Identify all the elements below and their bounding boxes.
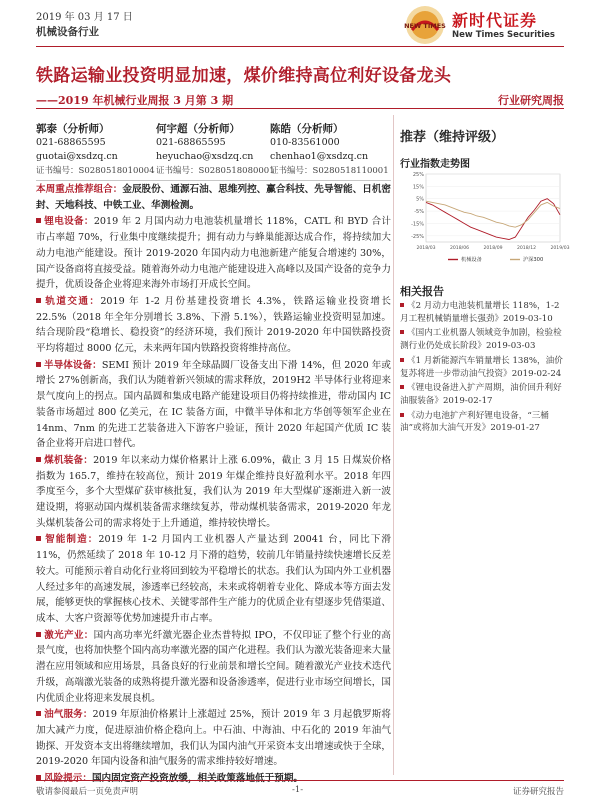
section-text: 2019 年原油价格累计上涨超过 25%，预计 2019 年 3 月起俄罗斯将加大减产力度，促进原油价格企稳向上。中石油、中海油、中石化的 2019 年油气勘探、开发资本支出将继续增加，我们认为国内油气开采资本支出增速或快于全球，2019-2020 年国内设备和油气服务的需求维持较好增速。 [36, 709, 391, 768]
analyst-email[interactable]: heyuchao@xsdzq.cn [156, 151, 254, 162]
related-report-item[interactable] [400, 355, 564, 380]
analyst-cert: 证书编号：S0280518110001 [270, 166, 389, 176]
related-reports-list [400, 300, 564, 437]
section-label: 风险提示： [44, 773, 92, 785]
chart-title: 行业指数走势图 [400, 159, 470, 170]
analyst-card [270, 122, 390, 178]
analyst-email[interactable]: guotai@xsdzq.cn [36, 151, 118, 162]
related-report-text[interactable]: 《2 月动力电池装机量增长 118%，1-2 月工程机械销量增长强劲》2019-03-10 [400, 301, 560, 324]
section-paragraph [36, 628, 391, 707]
lead-paragraph [36, 182, 391, 213]
analyst-name: 郭泰（分析师） [36, 123, 110, 135]
related-report-text[interactable]: 《动力电池扩产利好锂电设备，“三桶油”或将加大油气开发》2019-01-27 [400, 410, 549, 434]
analyst-name: 陈皓（分析师） [270, 123, 344, 135]
bullet-icon [36, 362, 41, 367]
x-tick-label: 2018/03 [416, 246, 436, 251]
bullet-icon [36, 632, 41, 637]
related-report-text[interactable]: 《锂电设备进入扩产周期，油价回升利好油服装备》2019-02-17 [400, 383, 562, 406]
related-report-item[interactable] [400, 382, 564, 407]
analyst-phone: 021-68865595 [156, 137, 226, 148]
related-report-text[interactable]: 《国内工业机器人领域竞争加剧，检验检测行业仍处成长阶段》2019-03-03 [400, 328, 562, 352]
x-tick-label: 2018/06 [449, 246, 470, 251]
title-divider [36, 108, 564, 109]
legend-label: 机械设备 [461, 257, 482, 263]
report-date: 2019 年 03 月 17 日 [36, 12, 133, 23]
related-reports-title: 相关报告 [400, 285, 444, 298]
y-tick-label: -5% [414, 209, 424, 216]
bullet-icon [400, 330, 404, 334]
analyst-divider [36, 180, 391, 181]
y-tick-label: -15% [411, 221, 424, 228]
column-divider [393, 115, 394, 775]
section-label: 激光产业： [44, 629, 94, 641]
section-label: 油气服务： [44, 709, 93, 721]
x-tick-label: 2018/09 [483, 246, 503, 251]
section-text: SEMI 预计 2019 年全球晶圆厂设备支出下滑 14%，但 2020 年或增长 27%创新高，我们认为随着新兴领域的需求释放，2019H2 半导体行业将迎来景气度向上的拐点。国内晶圆和集成电路产能建设项目仍将持续推进，带动国内 IC 装备市场超过 800 亿美元，在 IC 装备方面，中微半导体和北方华创等领军企业在 14nm、7nm 的先进工艺装备进入下游客户验证，预计 2020 年起国产优质 IC 装备企业将开启进口替代。 [36, 359, 392, 450]
y-tick-label: 15% [412, 184, 424, 191]
rating-label: 推荐（维持评级） [400, 130, 505, 145]
section-text: 国内高功率光纤激光器企业杰普特拟 IPO，不仅印证了整个行业的高景气度，也将加快整个国内高功率激光器的国产化进程。我们认为激光装备迎来大量潜在应用领域和应用场景，具备良好的行业前景和增长空间。随着激光产业技术迭代升级，高端激光装备的成熟将提升激光器和设备渗透率，促进行业市场空间增长，国内优质企业将迎来发展良机。 [36, 629, 391, 704]
y-tick-label: 5% [416, 196, 424, 203]
company-name-en: New Times Securities [452, 30, 555, 40]
section-paragraph [36, 532, 391, 626]
bullet-icon [400, 385, 404, 389]
report-title: 铁路运输业投资明显加速，煤价维持高位利好设备龙头 [36, 66, 452, 86]
section-label: 煤机装备： [44, 454, 94, 466]
bullet-icon [36, 711, 41, 716]
company-name-cn: 新时代证券 [452, 11, 538, 30]
analyst-name: 何宇超（分析师） [156, 123, 240, 135]
legend-label: 沪深300 [523, 257, 544, 263]
bullet-icon [400, 358, 404, 362]
report-label: 证券研究报告 [512, 787, 564, 797]
section-label: 半导体设备： [44, 359, 102, 371]
report-subtitle: ——2019 年机械行业周报 3 月第 3 期 [36, 94, 234, 107]
bullet-icon [36, 298, 41, 303]
analyst-email[interactable]: chenhao1@xsdzq.cn [270, 151, 369, 162]
analyst-cert: 证书编号：S0280518080001 [156, 166, 275, 176]
section-label: 锂电设备： [44, 216, 94, 228]
section-label: 智能制造： [44, 534, 99, 546]
bullet-icon [36, 457, 41, 462]
bullet-icon [400, 303, 404, 307]
report-type: 行业研究周报 [498, 94, 564, 107]
section-label: 轨道交通： [44, 295, 101, 307]
section-paragraph [36, 453, 391, 532]
related-report-item[interactable] [400, 327, 564, 352]
lead-label: 本周重点推荐组合： [36, 184, 123, 195]
company-logo-icon [404, 4, 446, 46]
x-tick-label: 2018/12 [516, 246, 537, 251]
x-tick-label: 2019/03 [550, 246, 570, 251]
main-body [36, 182, 391, 788]
svg-text:NEW TIMES: NEW TIMES [404, 22, 446, 30]
section-text: 2019 年 1-2 月份基建投资增长 4.3%，铁路运输业投资增长 22.5%（2018 年全年分别增长 3.8%、下滑 5.1%），铁路运输业投资明显加速。结合现阶段“稳增长、稳投资”的经济环境，我们预计 2019-2020 年中国铁路投资平均将超过 8000 亿元，未来两年国内铁路投资将维持高位。 [36, 295, 392, 355]
section-paragraph [36, 707, 391, 770]
section-paragraph [36, 214, 391, 293]
header-divider [36, 46, 564, 47]
bullet-icon [400, 413, 404, 417]
disclaimer-note: 敬请参阅最后一页免责声明 [36, 787, 139, 797]
related-report-item[interactable] [400, 410, 564, 435]
analyst-card [36, 122, 156, 178]
section-text: 2019 年 1-2 月国内工业机器人产量达到 20041 台，同比下滑 11%，仍然延续了 2018 年 10-12 月下滑的趋势，较前几年销量持续快速增长反差较大。可能预示着自动化行业将回到较为平稳增长的状态。我们认为国内外工业机器人经过多年的高速发展，渗透率已经较高，未来或将朝着专业化、降成本等方面去发展，能够更快的掌握核心技术、关键零部件生产能力的优质企业有望逐步凭借渠道、成本、大客户资源等优势加速提升市占率。 [36, 534, 391, 624]
section-text: 2019 年 2 月国内动力电池装机量增长 118%，CATL 和 BYD 合计市占率超 70%，行业集中度继续提升；拥有动力与蜂巢能源达成合作，将持续加大动力电池产能建设。预计 2019-2020 年国内动力电池新建产能复合增速约 30%，国产设备商将直接受益。随着海外动力电池产能建设进入高峰以及国产设备的竞争力提升，优质设备企业将迎来海外市场打开成长空间。 [36, 216, 391, 291]
footer-divider [36, 780, 564, 781]
page-number: -1- [292, 785, 304, 795]
analyst-phone: 010-83561000 [270, 137, 340, 148]
y-tick-label: 25% [412, 172, 424, 178]
related-report-text[interactable]: 《1 月新能源汽车销量增长 138%，油价复苏将进一步带动油气投资》2019-02-24 [400, 355, 563, 379]
analyst-card [156, 122, 276, 178]
bullet-icon [36, 536, 41, 541]
section-text: 国内固定资产投资放缓，相关政策落地低于预期。 [91, 773, 304, 785]
section-paragraph [36, 358, 391, 452]
industry-label: 机械设备行业 [36, 26, 99, 38]
section-paragraph [36, 294, 391, 357]
index-trend-chart [400, 168, 570, 268]
y-tick-label: -25% [411, 233, 424, 240]
analyst-phone: 021-68865595 [36, 137, 106, 148]
section-text: 2019 年以来动力煤价格累计上涨 6.09%，截止 3 月 15 日煤炭价格指数为 165.7，维持在较高位，预计 2019 年煤企维持良好盈利水平。2018 年四季度至今，多个大型煤矿获审核批复，我们认为 2019 年大型煤矿逐渐进入新一波建设期，将驱动国内煤机装备需求继续复苏，带动煤机装备需求，2019-2020 年龙头煤机装备公司的需求将处于上升通道，维持较快增长。 [36, 454, 391, 529]
bullet-icon [36, 218, 41, 223]
lead-text: 金辰股份、通源石油、思维列控、赢合科技、先导智能、日机密封、天地科技、中铁工业、华测检测。 [36, 184, 392, 211]
analyst-cert: 证书编号：S0280518010004 [36, 166, 155, 176]
chart-frame [426, 174, 560, 242]
related-report-item[interactable] [400, 300, 564, 325]
